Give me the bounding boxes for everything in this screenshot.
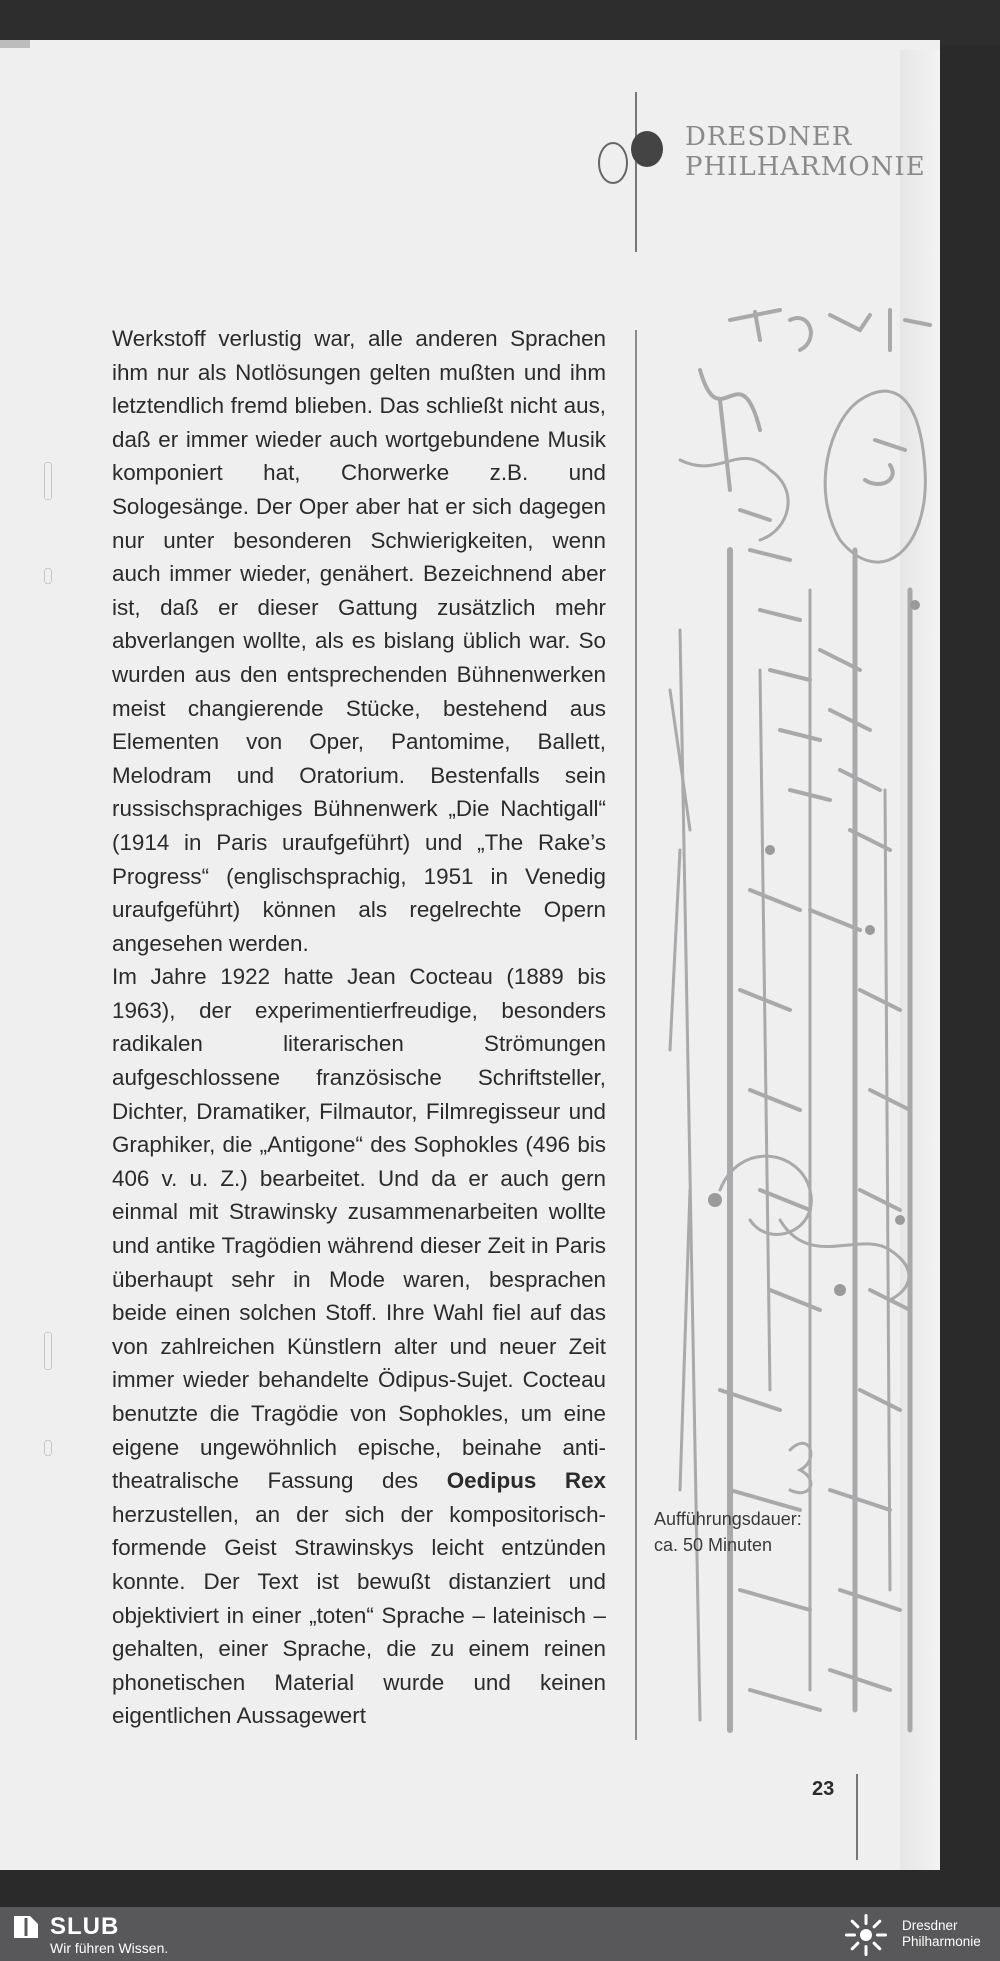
paragraph-text: herzustellen, an der sich der kompositorisch-formende Geist Strawinskys leicht entzünden konnte. Der Text ist bewußt distanziert und objektiviert in einer „toten“ Sprache – lateinisch – gehalten, einer Sprache, die zu einem reinen phonetischen Material wurde und keinen eigentlichen Aussagewert [112,1501,606,1729]
logo-line-2: PHILHARMONIE [685,152,926,182]
page-strip [0,40,30,48]
dresdner-philharmonie-logo-icon [840,1911,892,1959]
page-number: 23 [812,1778,835,1800]
logo-wordmark [685,122,925,182]
dp-line-2: Philharmonie [902,1934,981,1949]
body-text [112,322,606,1733]
binding-hole [44,462,52,500]
paragraph: Werkstoff verlustig war, alle anderen Sprachen ihm nur als Notlösungen gelten mußten und ihm letztendlich fremd blieben. Das schließt nicht aus, daß er immer wieder auch wortgebundene Musik komponiert hat, Chorwerke z.B. und Sologesänge. Der Oper aber hat er sich dagegen nur unter besonderen Schwierigkeiten, wenn auch immer wieder, genähert. Bezeichnend aber ist, daß er dieser Gattung zusätzlich mehr abverlangen wollte, als es bislang üblich war. So wurden aus den entsprechenden Bühnenwerken meist changierende Stücke, bestehend aus Elementen von Oper, Pantomime, Ballett, Melodram und Oratorium. Bestenfalls sein russischsprachiges Bühnenwerk „Die Nachtigall“ (1914 in Paris uraufgeführt) und „The Rake’s Progress“ (englischsprachig, 1951 in Venedig uraufgeführt) können als regelrechte Opern angesehen werden. [112,326,606,956]
dresdner-philharmonie-wordmark [902,1918,1000,1950]
page-number-rule [856,1774,858,1860]
binding-hole [44,1440,52,1456]
slub-title: SLUB [50,1913,120,1940]
duration-note [654,1506,834,1558]
slub-logo-icon [12,1914,40,1940]
logo-line-1: DRESDNER [685,122,853,152]
paragraph [112,960,606,1733]
binding-hole [44,1332,52,1370]
column-rule [635,330,637,1740]
dp-line-1: Dresdner [902,1918,958,1933]
binding-hole [44,568,52,584]
work-title: Oedipus Rex [446,1468,606,1494]
dp-logo-icon [595,125,675,195]
slub-subtitle: Wir führen Wissen. [50,1940,169,1956]
duration-label: Aufführungsdauer: [654,1509,802,1529]
paragraph-text: Im Jahre 1922 hatte Jean Cocteau (1889 bis 1963), der experimentierfreudige, besonders radikalen literarischen Strömungen aufgeschlossene französische Schriftsteller, Dichter, Dramatiker, Filmautor, Filmregisseur und Graphiker, die „Antigone“ des Sophokles (496 bis 406 v. u. Z.) bearbeitet. Und da er auch gern einmal mit Strawinsky zusammenarbeiten wollte und antike Tragödien während dieser Zeit in Paris überhaupt sehr in Mode waren, besprachen beide einen solchen Stoff. Ihre Wahl fiel auf das von zahlreichen Künstlern alter und neuer Zeit immer wieder behandelte Ödipus-Sujet. Cocteau benutzte die Tragödie von Sophokles, um eine eigene ungewöhnlich epische, beinahe anti-theatralische Fassung des [112,964,606,1494]
duration-value: ca. 50 Minuten [654,1535,773,1555]
